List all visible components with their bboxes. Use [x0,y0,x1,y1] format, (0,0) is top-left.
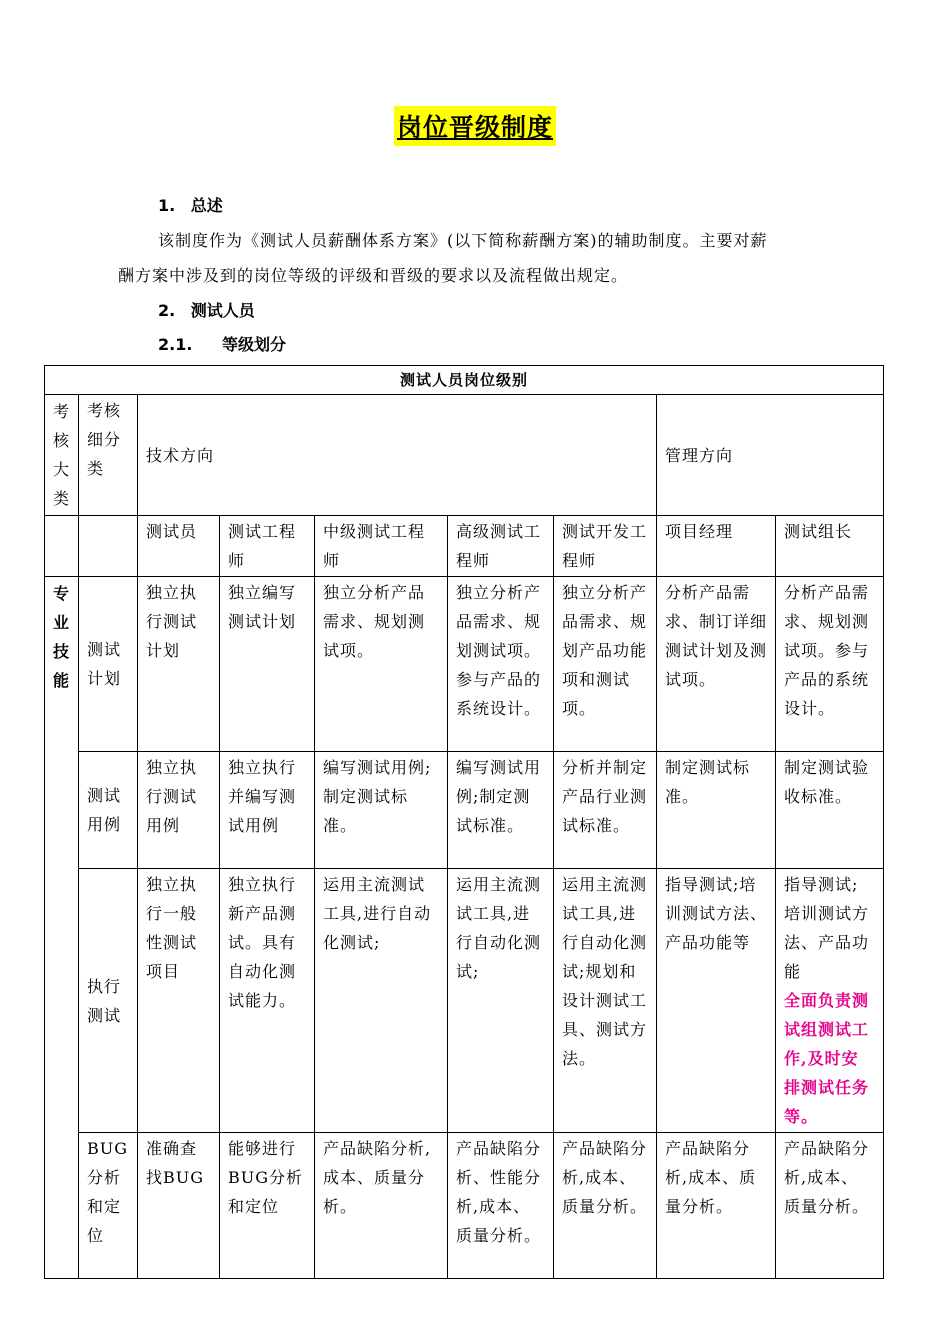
table-cell: 运用主流测试工具,进行自动化测试; [315,869,448,1133]
table-cell: 产品缺陷分析,成本、质量分析。 [657,1133,776,1279]
level-header: 测试开发工程师 [554,516,657,577]
section-2-1-title: 等级划分 [222,335,287,354]
level-header: 测试工程师 [220,516,315,577]
table-cell: 独立编写测试计划 [220,577,315,752]
level-header: 中级测试工程师 [315,516,448,577]
page-title: 岗位晋级制度 [394,106,556,146]
level-header: 测试组长 [776,516,884,577]
empty-cell [79,516,138,577]
table-cell: 编写测试用例;制定测试标准。 [315,752,448,869]
table-cell: 独立执行测试用例 [138,752,220,869]
section-1-heading [158,193,223,216]
sub-category-cell: 执行测试 [79,869,138,1133]
table-cell: 独立分析产品需求、规划测试项。 [315,577,448,752]
level-header: 高级测试工程师 [448,516,554,577]
table-cell: 独立分析产品需求、规划测试项。参与产品的系统设计。 [448,577,554,752]
table-cell: 产品缺陷分析,成本、质量分析。 [554,1133,657,1279]
paragraph-line-1: 该制度作为《测试人员薪酬体系方案》(以下简称薪酬方案)的辅助制度。主要对薪 [158,231,768,250]
table-cell: 能够进行BUG分析和定位 [220,1133,315,1279]
table-cell: 独立执行测试计划 [138,577,220,752]
table-cell: 指导测试;培训测试方法、产品功能等 [657,869,776,1133]
header-mgmt-direction: 管理方向 [657,395,884,516]
category-professional-skills: 专业技能 [45,577,79,1279]
table-cell: 独立分析产品需求、规划产品功能项和测试项。 [554,577,657,752]
section-2-1-heading [158,332,286,355]
table-cell: 制定测试验收标准。 [776,752,884,869]
table-cell-with-highlight [776,869,884,1133]
table-cell: 独立执行一般性测试项目 [138,869,220,1133]
empty-cell [45,516,79,577]
table-cell-text: 指导测试;培训测试方法、产品功能 [784,875,870,981]
section-2-number: 2. [158,301,176,320]
level-header: 项目经理 [657,516,776,577]
table-cell: 制定测试标准。 [657,752,776,869]
header-major-category: 考核大类 [45,395,79,516]
table-cell: 独立执行新产品测试。具有自动化测试能力。 [220,869,315,1133]
sub-category-cell: 测试计划 [79,577,138,752]
table-cell: 分析并制定产品行业测试标准。 [554,752,657,869]
paragraph-line-2: 酬方案中涉及到的岗位等级的评级和晋级的要求以及流程做出规定。 [118,266,629,285]
table-cell: 产品缺陷分析,成本、质量分析。 [315,1133,448,1279]
table-cell: 分析产品需求、制订详细测试计划及测试项。 [657,577,776,752]
section-2-heading [158,298,255,321]
position-level-table [44,365,884,1279]
section-2-1-number: 2.1. [158,335,193,354]
table-cell: 准确查找BUG [138,1133,220,1279]
table-cell: 运用主流测试工具,进行自动化测试; [448,869,554,1133]
table-cell: 产品缺陷分析、性能分析,成本、质量分析。 [448,1133,554,1279]
sub-category-cell: BUG分析和定位 [79,1133,138,1279]
table-cell: 编写测试用例;制定测试标准。 [448,752,554,869]
table-cell: 运用主流测试工具,进行自动化测试;规划和设计测试工具、测试方法。 [554,869,657,1133]
level-header: 测试员 [138,516,220,577]
table-caption: 测试人员岗位级别 [45,366,884,395]
highlight-text: 全面负责测试组测试工作,及时安排测试任务等。 [784,991,870,1126]
header-sub-category: 考核细分类 [79,395,138,516]
sub-category-cell: 测试用例 [79,752,138,869]
section-2-title: 测试人员 [190,301,255,320]
section-1-title: 总述 [190,196,223,215]
table-cell: 独立执行并编写测试用例 [220,752,315,869]
header-tech-direction: 技术方向 [138,395,657,516]
section-1-number: 1. [158,196,176,215]
table-cell: 产品缺陷分析,成本、质量分析。 [776,1133,884,1279]
table-cell: 分析产品需求、规划测试项。参与产品的系统设计。 [776,577,884,752]
